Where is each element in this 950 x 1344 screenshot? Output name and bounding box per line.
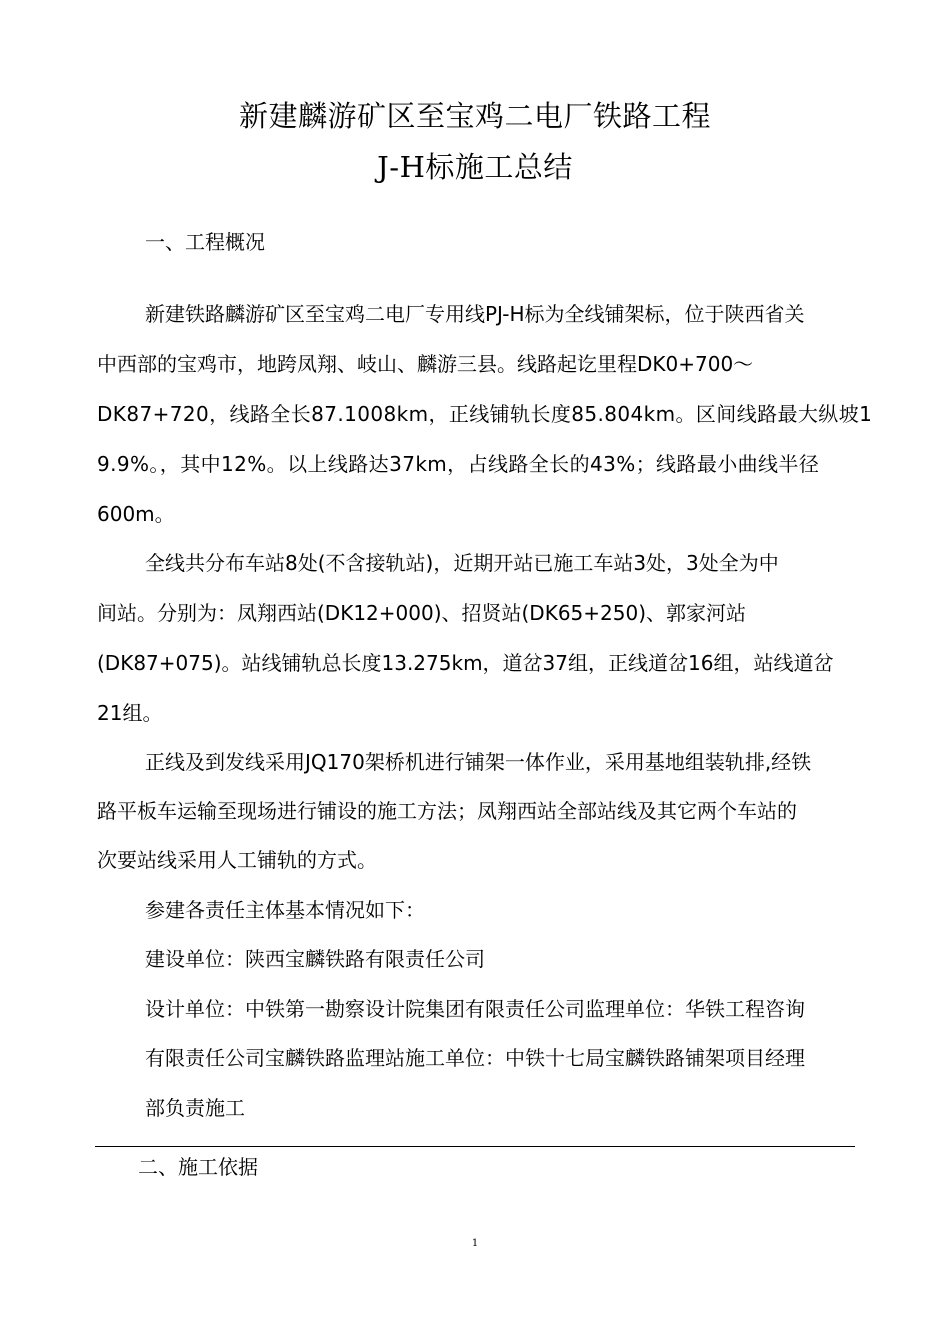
paragraph-line: 新建铁路麟游矿区至宝鸡二电厂专用线PJ-H标为全线铺架标，位于陕西省关 (145, 302, 805, 326)
document-subtitle: J-H标施工总结 (377, 150, 573, 184)
paragraph-line: (DK87+075)。站线铺轨总长度13.275km，道岔37组，正线道岔16组，站线道岔 (97, 651, 834, 675)
section-heading-basis: 二、施工依据 (138, 1155, 258, 1179)
paragraph-line: 次要站线采用人工铺轨的方式。 (97, 848, 377, 872)
paragraph-line: 路平板车运输至现场进行铺设的施工方法；凤翔西站全部站线及其它两个车站的 (97, 799, 797, 823)
paragraph-line: 参建各责任主体基本情况如下： (145, 898, 425, 922)
paragraph-line: 有限责任公司宝麟铁路监理站施工单位：中铁十七局宝麟铁路铺架项目经理 (145, 1046, 805, 1070)
horizontal-divider (95, 1146, 855, 1147)
document-title: 新建麟游矿区至宝鸡二电厂铁路工程 (238, 99, 711, 133)
section-heading-overview: 一、工程概况 (145, 230, 265, 254)
paragraph-line: 间站。分别为：凤翔西站(DK12+000)、招贤站(DK65+250)、郭家河站 (97, 601, 747, 625)
paragraph-line: 21组。 (97, 701, 163, 725)
page-number: 1 (471, 1238, 479, 1249)
paragraph-line: 建设单位：陕西宝麟铁路有限责任公司 (145, 947, 485, 971)
paragraph-line: 全线共分布车站8处(不含接轨站)，近期开站已施工车站3处，3处全为中 (145, 551, 779, 575)
paragraph-line: 部负责施工 (145, 1096, 245, 1120)
paragraph-line: 9.9%。，其中12%。以上线路达37km，占线路全长的43%；线路最小曲线半径 (97, 452, 820, 476)
paragraph-line: 600m。 (97, 502, 175, 526)
paragraph-line: 中西部的宝鸡市，地跨凤翔、岐山、麟游三县。线路起讫里程DK0+700〜 (97, 352, 754, 376)
paragraph-line: 正线及到发线采用JQ170架桥机进行铺架一体作业，采用基地组装轨排,经铁 (145, 750, 812, 774)
paragraph-line: DK87+720，线路全长87.1008km，正线铺轨长度85.804km。区间线路最大纵坡1 (97, 402, 873, 426)
paragraph-line: 设计单位：中铁第一勘察设计院集团有限责任公司监理单位：华铁工程咨询 (145, 997, 805, 1021)
